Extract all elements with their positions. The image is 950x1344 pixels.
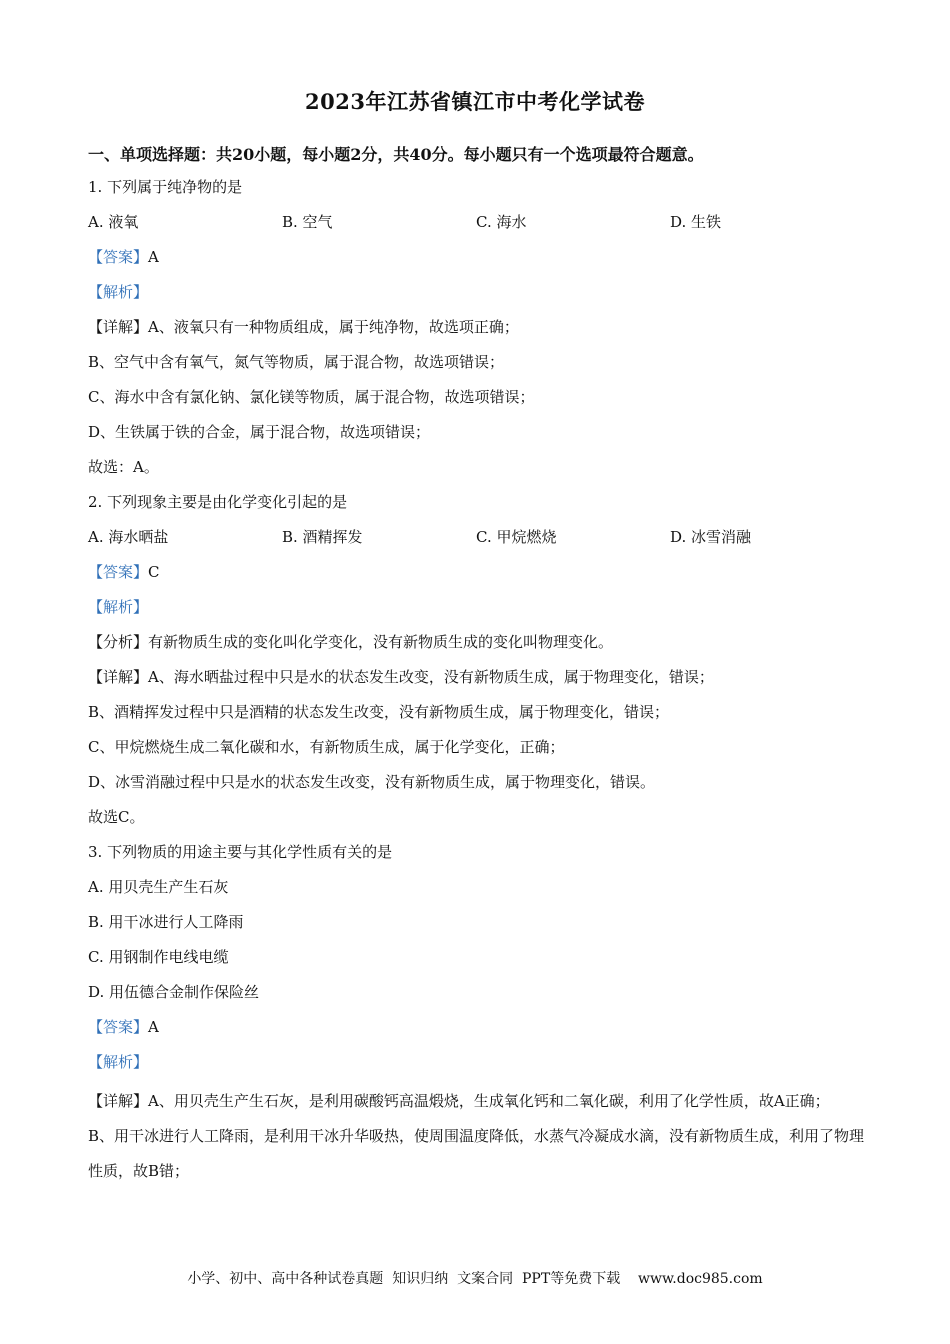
- question-1-option-b: B. 空气: [282, 213, 333, 231]
- question-1-stem: 1. 下列属于纯净物的是: [88, 178, 243, 196]
- question-3-option-d: D. 用伍德合金制作保险丝: [88, 983, 260, 1001]
- question-1-detail-3: C、海水中含有氯化钠、氯化镁等物质，属于混合物，故选项错误；: [88, 388, 535, 406]
- page-footer: 小学、初中、高中各种试卷真题 知识归纳 文案合同 PPT等免费下载 www.doc985.com: [187, 1271, 763, 1287]
- question-3-analysis-label: [88, 1049, 866, 1084]
- question-1-conclusion: 故选：A。: [88, 458, 159, 476]
- question-3-option-b: B. 用干冰进行人工降雨: [88, 913, 244, 931]
- question-3-option-a: A. 用贝壳生产生石灰: [88, 878, 229, 896]
- question-1-option-a: A. 液氧: [88, 213, 139, 231]
- analysis-label: 【解析】: [88, 1053, 149, 1071]
- analysis-label: 【解析】: [88, 283, 149, 301]
- question-1-answer-value: A: [148, 248, 159, 266]
- answer-label: 【答案】: [88, 248, 149, 266]
- answer-label: 【答案】: [88, 563, 149, 581]
- question-3-detail-1: 【详解】A、用贝壳生产生石灰，是利用碳酸钙高温煅烧，生成氧化钙和二氧化碳，利用了化学性质，故A正确；: [88, 1092, 830, 1110]
- question-2-option-a: A. 海水晒盐: [88, 528, 169, 546]
- question-1-options: [88, 209, 866, 244]
- analysis-label: 【解析】: [88, 598, 149, 616]
- question-3-option-c: C. 用钢制作电线电缆: [88, 948, 229, 966]
- document-body: [88, 174, 866, 1189]
- question-2-conclusion: 故选C。: [88, 808, 145, 826]
- question-2-detail-3: C、甲烷燃烧生成二氧化碳和水，有新物质生成，属于化学变化，正确；: [88, 738, 565, 756]
- question-1-detail-2: B、空气中含有氧气，氮气等物质，属于混合物，故选项错误；: [88, 353, 505, 371]
- question-2-detail-1: 【详解】A、海水晒盐过程中只是水的状态发生改变，没有新物质生成，属于物理变化，错误；: [88, 668, 714, 686]
- question-1-detail-1: 【详解】A、液氧只有一种物质组成，属于纯净物，故选项正确；: [88, 318, 519, 336]
- question-2-detail-2: B、酒精挥发过程中只是酒精的状态发生改变，没有新物质生成，属于物理变化，错误；: [88, 703, 670, 721]
- question-2-analysis-note: 【分析】有新物质生成的变化叫化学变化，没有新物质生成的变化叫物理变化。: [88, 633, 614, 651]
- question-3-answer-value: A: [148, 1018, 159, 1036]
- answer-label: 【答案】: [88, 1018, 149, 1036]
- question-2-option-b: B. 酒精挥发: [282, 528, 363, 546]
- question-1-analysis-label: [88, 279, 866, 314]
- question-1-answer: [88, 244, 866, 279]
- question-2-option-c: C. 甲烷燃烧: [476, 528, 557, 546]
- question-2-options: [88, 524, 866, 559]
- question-3-stem: 3. 下列物质的用途主要与其化学性质有关的是: [88, 843, 393, 861]
- question-2-answer: [88, 559, 866, 594]
- question-1-option-c: C. 海水: [476, 213, 527, 231]
- page-title: 2023年江苏省镇江市中考化学试卷: [305, 89, 645, 114]
- question-3-answer: [88, 1014, 866, 1049]
- question-1-detail-4: D、生铁属于铁的合金，属于混合物，故选项错误；: [88, 423, 431, 441]
- question-2-option-d: D. 冰雪消融: [670, 528, 752, 546]
- section-heading: 一、单项选择题：共20小题，每小题2分，共40分。每小题只有一个选项最符合题意。: [88, 145, 704, 164]
- question-2-detail-4: D、冰雪消融过程中只是水的状态发生改变，没有新物质生成，属于物理变化，错误。: [88, 773, 656, 791]
- question-2-answer-value: C: [148, 563, 160, 581]
- question-2-stem: 2. 下列现象主要是由化学变化引起的是: [88, 493, 348, 511]
- question-3-detail-2: B、用干冰进行人工降雨，是利用干冰升华吸热，使周围温度降低，水蒸气冷凝成水滴，没有新物质生成，利用了物理性质，故B错；: [88, 1127, 865, 1180]
- question-1-option-d: D. 生铁: [670, 213, 722, 231]
- question-2-analysis-label: [88, 594, 866, 629]
